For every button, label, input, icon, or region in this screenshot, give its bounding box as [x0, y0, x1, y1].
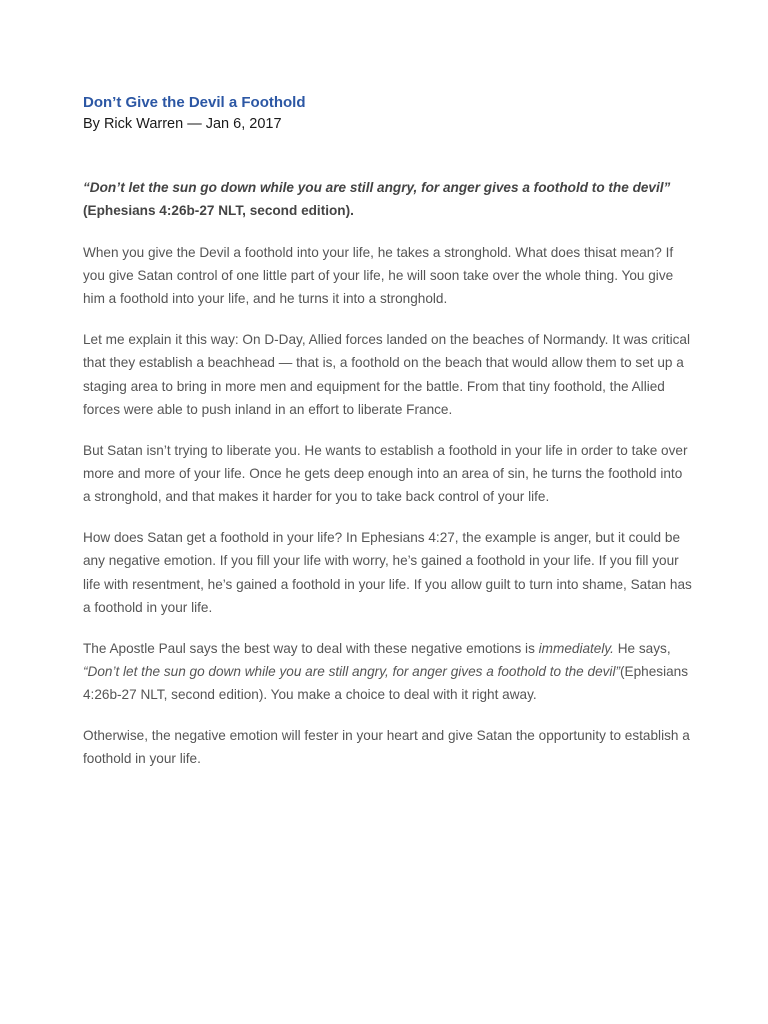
closing-paragraph: Otherwise, the negative emotion will fester in your heart and give Satan the opportunity to establish a foothold in your life. [83, 728, 690, 767]
paul-paragraph [83, 637, 693, 707]
article-title: Don’t Give the Devil a Foothold [83, 94, 306, 111]
body-paragraph: How does Satan get a foothold in your life? In Ephesians 4:27, the example is anger, but it could be any negative emotion. If you fill your life with worry, he’s gained a foothold in your life. If you fill your life with resentment, he’s gained a foothold in your life. If you allow guilt to turn into shame, Satan has a foothold in your life. [83, 530, 692, 615]
body-paragraph: When you give the Devil a foothold into your life, he takes a stronghold. What does thisat mean? If you give Satan control of one little part of your life, he will soon take over the whole thing. You give him a foothold into your life, and he turns it into a stronghold. [83, 244, 674, 307]
paul-emphasis: immediately. [538, 640, 614, 656]
paul-text-3: (Ephesians 4:26b-27 NLT, second edition). You make a choice to deal with it right away. [83, 664, 689, 703]
paul-quote: “Don’t let the sun go down while you are still angry, for anger gives a foothold to the devil” [83, 664, 620, 680]
body-paragraph: Let me explain it this way: On D-Day, Allied forces landed on the beaches of Normandy. It was critical that they establish a beachhead — that is, a foothold on the beach that would allow them to set up a staging area to bring in more men and equipment for the battle. From that tiny foothold, the Allied forces were able to push inland in an effort to liberate France. [83, 331, 690, 417]
article-byline: By Rick Warren — Jan 6, 2017 [83, 116, 282, 132]
paul-text-1: The Apostle Paul says the best way to deal with these negative emotions is [83, 640, 539, 656]
body-paragraph: But Satan isn’t trying to liberate you. He wants to establish a foothold in your life in order to take over more and more of your life. Once he gets deep enough into an area of sin, he turns the foothold into a stronghold, and that makes it harder for you to take back control of your life. [83, 442, 688, 505]
document-page [83, 93, 693, 771]
opening-scripture-quote [83, 176, 693, 223]
paul-text-2: He says, [613, 640, 671, 656]
opening-quote-text: “Don’t let the sun go down while you are still angry, for anger gives a foothold to the devil” [83, 180, 671, 195]
opening-quote-citation: (Ephesians 4:26b-27 NLT, second edition). [83, 203, 354, 219]
